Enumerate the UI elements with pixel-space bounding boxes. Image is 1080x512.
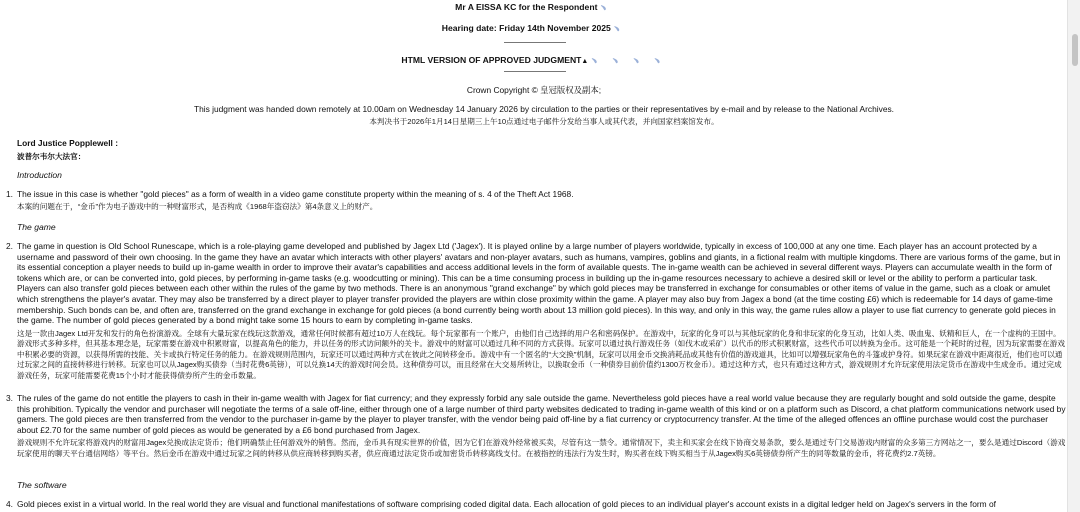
handed-down-notice-zh: 本判决书于2026年1月14日星期三上午10点通过电子邮件分发给当事人或其代表，并向国家档案馆发布。 <box>369 117 719 126</box>
decor-icon: ﹅ <box>599 5 613 12</box>
paragraph-number: 1. <box>6 189 13 199</box>
section-introduction: Introduction <box>17 170 62 180</box>
scrollbar-thumb[interactable] <box>1072 34 1078 66</box>
paragraph-text-zh: 这是一款由Jagex Ltd开发和发行的角色扮演游戏。全球有大量玩家在线玩这款游戏，通常任何时候都有超过10万人在线玩。每个玩家都有一个账户，由他们自己选择的用户名和密码保护。在游戏中，玩家的化身可以与其他玩家的化身和非玩家的化身互动，比如人类、吸血鬼、妖精和巨人，在一个虚构的王国中。游戏形式多种多样，但其基本理念是，玩家需要在游戏中积累财富，以提高角色的能力，并以任务的形式访问额外的关卡。游戏中的财富可以通过几种不同的方式获得。玩家可以通过执行游戏任务（如伐木或采矿）以代币的形式积累财富，这些代币可以转换为金币。这可能是一个耗时的过程，因为玩家需要在游戏中积累必要的资源，以获得所需的技能、关卡或执行特定任务的能力。在游戏规则范围内，玩家还可以通过两种方式在彼此之间转移金币。游戏中有一个匿名的“大交换”机制，玩家可以用金币交换消耗品或其他有价值的游戏道具，比如可以增强玩家角色的斗篷或护身符。如果玩家在游戏中距离很近，他们也可以通过玩家之间的直接转移进行转移。玩家也可以从Jagex购买债券（当时花费6英镑），可以兑换14天的游戏时间会员。这种债券可以，而且经常在大交易所转让，以换取金币（一种债券目前价值约1300万枚金币）。通过这种方式，也只有通过这种方式，游戏规则才允许玩家使用法定货币在游戏中生成金币。通过完成游戏任务，玩家可能需要花费15个小时才能获得债券所产生的金币数量。 <box>17 328 1065 380</box>
vertical-scrollbar[interactable] <box>1067 0 1080 512</box>
divider <box>504 71 566 72</box>
judge-name-zh: 波普尔韦尔大法官： <box>17 152 86 161</box>
hearing-date-text: Hearing date: Friday 14th November 2025 <box>441 23 611 33</box>
paragraph-2 <box>17 241 1067 381</box>
counsel-line <box>0 2 1068 14</box>
hearing-date <box>0 23 1068 35</box>
paragraph-number: 2. <box>6 241 13 251</box>
section-the-game: The game <box>17 222 56 232</box>
paragraph-4 <box>17 499 1067 510</box>
judge-name: Lord Justice Popplewell : <box>17 138 118 148</box>
version-title <box>0 55 1068 67</box>
paragraph-text: The game in question is Old School Runescape, which is a role-playing game developed and published by Jagex Ltd ('Jagex'). It is played online by a large number of players worldwide, typically in excess of 100,000 at any one time. Each player has an account protected by a username and password of their own choosing. In the game they have an avatar which interacts with other players' avatars and non-player avatars, such as humans, vampires, goblins and giants, in a fictional realm with multiple kingdoms. There are various forms of the game, but in its essential conception a player needs to build up in-game wealth in order to improve their avatar's capabilities and access additional levels in the form of available quests. The in-game wealth can be achieved in several different ways. Players can accumulate wealth in the form of tokens which are, or can be converted into, gold pieces, by performing in-game tasks (e.g. woodcutting or mining). This can be a time consuming process in building up the in-game resources necessary to achieve a desired skill or level or the ability to perform a particular task. Players can also transfer gold pieces between each other within the rules of the game by two methods. There is an anonymous "grand exchange" by which gold pieces may be transferred in exchange for consumables or other items of value in the game, such as a cloak or amulet which strengthens the player's avatar. They may also be transferred by a direct player to player transfer provided the players are within close proximity within the game. A player may also buy from Jagex a bond (at the time costing £6) which is redeemable for 14 days of game-time membership. Such bonds can be, and often are, transferred on the grand exchange in exchange for gold pieces (a bond currently being worth about 13 million gold pieces). In this way, and only in this way, the game rules allow a player to use fiat currency to generate gold pieces in the game. The number of gold pieces generated by a bond might take some 15 hours to earn by completing in-game tasks. <box>17 241 1061 326</box>
paragraph-text-zh: 本案的问题在于，“金币”作为电子游戏中的一种财富形式，是否构成《1968年盗窃法》第4条意义上的财产。 <box>17 201 378 211</box>
paragraph-1 <box>17 189 1067 212</box>
paragraph-3 <box>17 393 1067 459</box>
decor-icon: ﹅ <box>613 26 627 33</box>
paragraph-number: 4. <box>6 499 13 509</box>
paragraph-text: The issue in this case is whether "gold pieces" as a form of wealth in a video game constitute property within the meaning of s. 4 of the Theft Act 1968. <box>17 189 574 199</box>
handed-down-notice: This judgment was handed down remotely at 10.00am on Wednesday 14 January 2026 by circulation to the parties or their representatives by e-mail and by release to the National Archives. <box>193 104 894 114</box>
counsel-text: Mr A EISSA KC for the Respondent <box>455 2 598 12</box>
paragraph-text: The rules of the game do not entitle the players to cash in their in-game wealth with Jagex for fiat currency; and they expressly forbid any sale outside the game. Nevertheless gold pieces have a real world value because they are regularly bought and sold outside the game, despite this prohibition. Typically the vendor and purchaser will negotiate the terms of a sale off-line, either through one of a large number of third party websites dedicated to trading in-game wealth of this kind or on a platform such as Discord, a chat platform communications network used by gamers. The gold pieces are then transferred from the vendor to the purchaser in-game by the player to player transfer, with the vendor being paid off-line by a fiat currency or cryptocurrency transfer. At the time of the alleged offences an offline purchase would cost the purchaser about £2.70 for the same number of gold pieces as would be generated by a £6 bond purchased from Jagex. <box>17 393 1066 435</box>
caret-up-icon: ▲ <box>581 58 589 65</box>
divider <box>504 42 566 43</box>
section-the-software: The software <box>17 480 67 490</box>
paragraph-text: Gold pieces exist in a virtual world. In the real world they are visual and functional manifestations of software comprising coded digital data. Each allocation of gold pieces to an individual player's account exists in a digital ledger held on Jagex's servers in the form of <box>17 499 996 509</box>
paragraph-text-zh: 游戏规则不允许玩家将游戏内的财富用Jagex兑换成法定货币；他们明确禁止任何游戏外的销售。然而，金币具有现实世界的价值，因为它们在游戏外经常被买卖，尽管有这一禁令。通常情况下，卖主和买家会在线下协商交易条款，要么是通过专门交易游戏内财富的众多第三方网站之一，要么是通过Discord（游戏玩家使用的聊天平台通信网络）等平台。然后金币在游戏中通过玩家之间的转移从供应商转移到购买者，供应商通过法定货币或加密货币转移离线支付。在被指控的违法行为发生时，购买者在线下购买相当于从Jagex购买6英镑债券所产生的同等数量的金币，将花费约2.7英镑。 <box>17 438 1066 458</box>
crown-copyright: Crown Copyright © 皇冠版权及副本; <box>466 85 602 95</box>
decor-icon: ﹅ ﹅ ﹅ ﹅ <box>590 58 667 65</box>
paragraph-number: 3. <box>6 393 13 403</box>
version-title-text: HTML VERSION OF APPROVED JUDGMENT <box>401 55 582 65</box>
